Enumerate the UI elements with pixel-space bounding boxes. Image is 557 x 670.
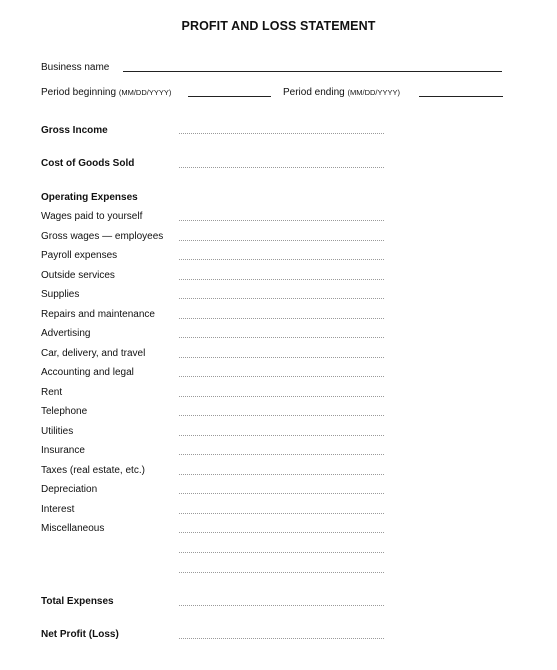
total-expenses-label: Total Expenses [41,596,114,607]
expense-label: Accounting and legal [41,367,134,378]
expense-field[interactable] [179,318,384,319]
expense-label: Gross wages — employees [41,231,164,242]
expense-field[interactable] [179,220,384,221]
cogs-label: Cost of Goods Sold [41,158,135,169]
expense-label: Telephone [41,406,88,417]
net-profit-label: Net Profit (Loss) [41,629,119,640]
expense-label: Outside services [41,270,115,281]
expense-field[interactable] [179,396,384,397]
period-beginning-label [41,87,171,98]
expense-field[interactable] [179,415,384,416]
expense-label: Supplies [41,289,80,300]
expense-field[interactable] [179,474,384,475]
period-ending-field[interactable] [419,96,503,97]
expense-field[interactable] [179,357,384,358]
expense-field[interactable] [179,298,384,299]
gross-income-label: Gross Income [41,125,108,136]
expense-label: Car, delivery, and travel [41,348,146,359]
expense-label: Depreciation [41,484,98,495]
period-ending-format: (MM/DD/YYYY) [347,88,400,97]
period-ending-text: Period ending [283,87,345,98]
expense-label: Taxes (real estate, etc.) [41,465,145,476]
period-beginning-format: (MM/DD/YYYY) [118,88,172,97]
expense-label: Payroll expenses [41,250,118,261]
expense-label: Insurance [41,445,85,456]
expense-label: Utilities [41,426,74,437]
expense-field[interactable] [179,279,384,280]
expense-field[interactable] [179,259,384,260]
expense-field[interactable] [179,454,384,455]
expense-field[interactable] [179,513,384,514]
operating-expenses-heading: Operating Expenses [41,192,138,203]
period-beginning-text: Period beginning [41,87,117,98]
business-name-field[interactable] [123,71,502,72]
business-name-label: Business name [41,62,110,73]
expense-label: Advertising [41,328,91,339]
document-title: PROFIT AND LOSS STATEMENT [181,19,376,33]
extra-expense-field[interactable] [179,552,384,553]
expense-field[interactable] [179,337,384,338]
net-profit-field[interactable] [179,638,384,639]
expense-field[interactable] [179,435,384,436]
expense-label: Wages paid to yourself [41,211,143,222]
extra-expense-field[interactable] [179,572,384,573]
expense-label: Rent [41,387,63,398]
period-ending-label [283,87,400,98]
cogs-field[interactable] [179,167,384,168]
expense-field[interactable] [179,240,384,241]
expense-label: Repairs and maintenance [41,309,155,320]
expense-field[interactable] [179,376,384,377]
expense-field[interactable] [179,493,384,494]
total-expenses-field[interactable] [179,605,384,606]
expense-label: Miscellaneous [41,523,105,534]
expense-field[interactable] [179,532,384,533]
period-beginning-field[interactable] [188,96,271,97]
expense-label: Interest [41,504,75,515]
gross-income-field[interactable] [179,133,384,134]
